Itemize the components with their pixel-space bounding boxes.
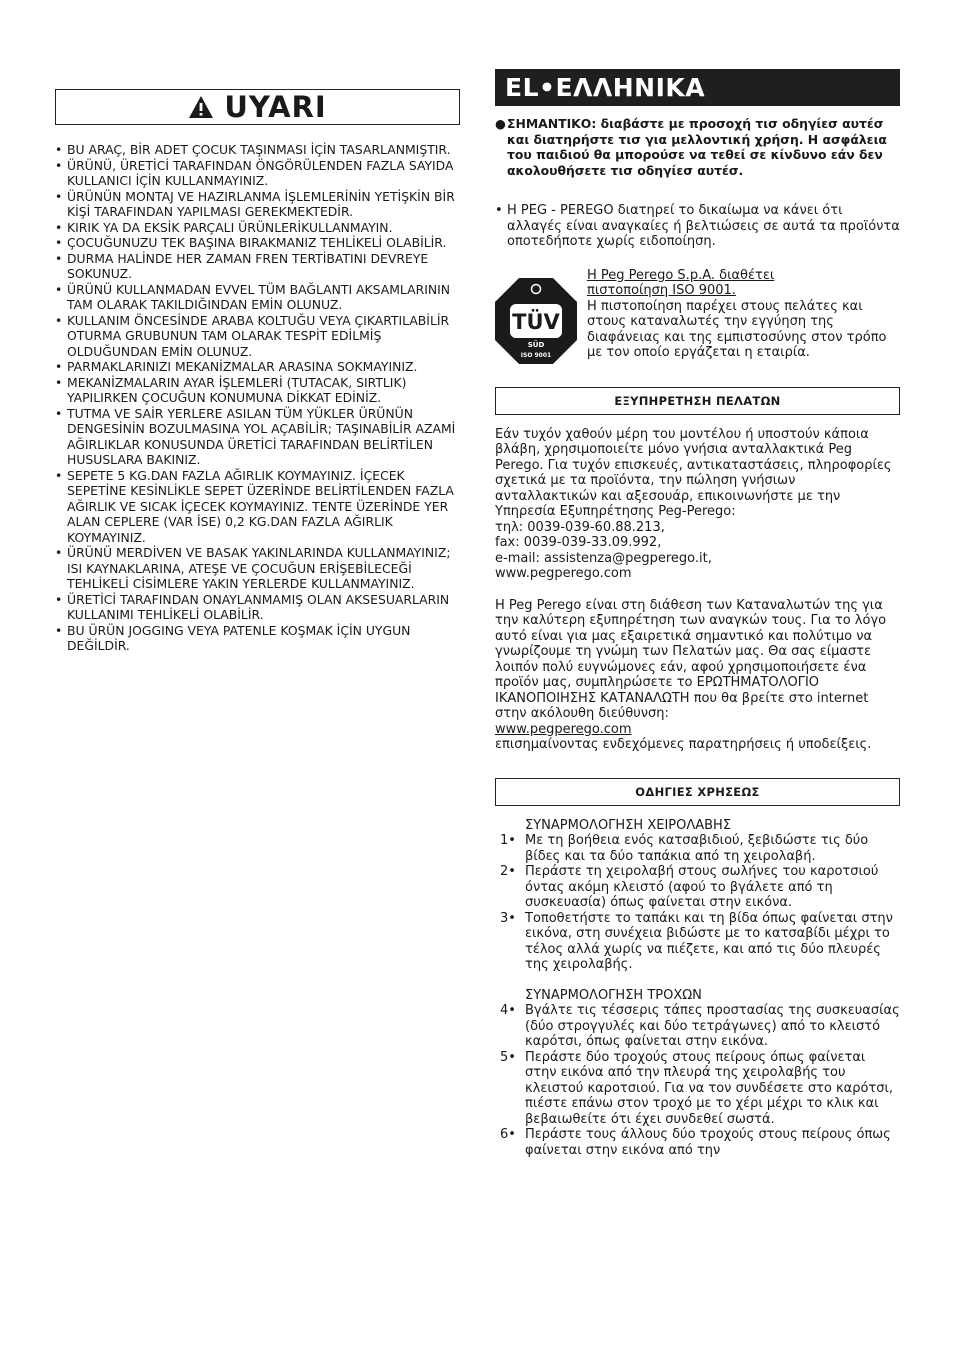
- warning-title: UYARI: [224, 89, 327, 124]
- step-text: Περάστε τους άλλους δύο τροχούς στους πείρους όπως φαίνεται στην εικόνα από την: [525, 1127, 891, 1158]
- warning-item: • ÜRETİCİ TARAFINDAN ONAYLANMAMIŞ OLAN AKSESUARLARIN KULLANIMI TEHLİKELİ OLABİLİR.: [55, 592, 460, 623]
- email-address: e-mail: assistenza@pegperego.it,: [495, 550, 712, 566]
- instruction-step: [495, 1050, 900, 1128]
- bullet: ●: [495, 116, 506, 131]
- warning-item: • MEKANİZMALARIN AYAR İŞLEMLERİ (TUTACAK, SIRTLIK) YAPILIRKEN ÇOCUĞUN KONUMUNA DİKKAT EDİNİZ.: [55, 375, 460, 406]
- cert-body: Η πιστοποίηση παρέχει στους πελάτες και στους καταναλωτές την εγγύηση της διαφάνειας και της εμπιστοσύνης στον τρόπο με τον οποίο εργάζεται η εταιρία.: [587, 298, 887, 360]
- step-text: Περάστε τη χειρολαβή στους σωλήνες του καροτσιού όντας ακόμη κλειστό (αφού το βγάλετε από τη συσκευασία) όπως φαίνεται στην εικόνα.: [525, 864, 879, 910]
- instructions-heading: ΟΔΗΓΙΕΣ ΧΡΗΣΕΩΣ: [495, 778, 900, 806]
- bullet: •: [495, 203, 503, 218]
- step-number: 6•: [500, 1127, 516, 1142]
- step-number: 3•: [500, 910, 516, 926]
- step-text: Περάστε δύο τροχούς στους πείρους όπως φαίνεται στην εικόνα από την πλευρά της χειρολαβής του κλειστού καροτσιού. Για να τον συνδέσετε στο καρότσι, πιέστε επάνω στον τροχό με το χέρι μέχρι το κλικ και βεβαιωθείτε ότι έχει συνδεθεί σωστά.: [525, 1049, 894, 1127]
- customer-service-section: [495, 427, 900, 582]
- step-text: Βγάλτε τις τέσσερις τάπες προστασίας της συσκευασίας (δύο στρογγυλές και δύο τετράγωνες) από το κλειστό καρότσι, όπως φαίνεται στην εικόνα.: [525, 1003, 900, 1049]
- warning-item: • TUTMA VE SAİR YERLERE ASILAN TÜM YÜKLER ÜRÜNÜN DENGESİNİN BOZULMASINA YOL AÇABİLİR; TAŞINABİLİR AZAMİ AĞIRLIKLAR KONUSUNDA ÜRETİCİ TARAFINDAN BELİRTİLEN HUSUSLARA BAKINIZ.: [55, 406, 460, 468]
- warning-triangle-icon: [188, 95, 214, 119]
- survey-link[interactable]: www.pegperego.com: [495, 721, 632, 737]
- tuv-iso-certification-logo-icon: [495, 278, 577, 364]
- warning-item: • SEPETE 5 KG.DAN FAZLA AĞIRLIK KOYMAYINIZ. İÇECEK SEPETİNE KESİNLİKLE SEPET ÜZERİNDE BELİRTİLENDEN FAZLA AĞIRLIK VE SICAK İÇECEK KOYMAYINIZ. TENTE ÜZERİNDE YER ALAN CEPLERE (VAR İSE) 0,2 KG.DAN FAZLA AĞIRLIK KOYMAYINIZ.: [55, 468, 460, 546]
- warning-item: • ÜRÜNÜ KULLANMADAN EVVEL TÜM BAĞLANTI AKSAMLARININ TAM OLARAK TAKILDIĞINDAN EMİN OLUNUZ.: [55, 282, 460, 313]
- instruction-step: [495, 911, 900, 973]
- logo-iso-text: ISO 9001: [520, 351, 552, 359]
- warning-item: • BU ARAÇ, BİR ADET ÇOCUK TAŞINMASI İÇİN TASARLANMIŞTIR.: [55, 142, 460, 158]
- warning-item: • DURMA HALİNDE HER ZAMAN FREN TERTİBATINI DEVREYE SOKUNUZ.: [55, 251, 460, 282]
- warning-item: • ÇOCUĞUNUZU TEK BAŞINA BIRAKMANIZ TEHLİKELİ OLABİLİR.: [55, 235, 460, 251]
- warning-item: • ÜRÜNÜ, ÜRETİCİ TARAFINDAN ÖNGÖRÜLENDEN FAZLA SAYIDA KULLANICI İÇİN KULLANMAYINIZ.: [55, 158, 460, 189]
- warning-item: • ÜRÜNÜ MERDİVEN VE BASAK YAKINLARINDA KULLANMAYINIZ; ISI KAYNAKLARINA, ATEŞE VE ÇOCUĞUN ERİŞEBİLECEĞİ TEHLİKELİ CİSİMLERE YAKIN YERLERDE KULLANMAYINIZ.: [55, 545, 460, 592]
- website: www.pegperego.com: [495, 566, 632, 581]
- service-text: Εάν τυχόν χαθούν μέρη του μοντέλου ή υποστούν κάποια βλάβη, χρησιμοποιείτε μόνο γνήσια ανταλλακτικά Peg Perego. Για τυχόν επισκευές, αντικαταστάσεις, πληροφορίες σχετικά με τα προϊόντα, την πώληση γνήσιων ανταλλακτικών και αξεσουάρ, επικοινωνήστε με την Υπηρεσία Εξυπηρέτησης Peg-Perego:: [495, 426, 892, 519]
- certification-text: [587, 268, 900, 364]
- survey-text: Η Peg Perego είναι στη διάθεση των Καταναλωτών της για την καλύτερη εξυπηρέτηση των αναγκών τους. Για το λόγο αυτό είναι για μας εξαιρετικά σημαντικό και πολύτιμο να γνωρίζουμε τη γνώμη των Πελατών μας. Θα σας είμαστε λοιπόν πολύ ευγνώμονες εάν, αφού χρησιμοποιήσετε ένα προϊόν μας, συμπληρώσετε το ΕΡΩΤΗΜΑΤΟΛΟΓΙΟ ΙΚΑΝΟΠΟΙΗΣΗΣ ΚΑΤΑΝΑΛΩΤΗ που θα βρείτε στο internet στην ακόλουθη διεύθυνση:: [495, 597, 887, 721]
- customer-service-heading: ΕΞΥΠΗΡΕΤΗΣΗ ΠΕΛΑΤΩΝ: [495, 387, 900, 415]
- step-number: 1•: [500, 833, 516, 848]
- important-text: ΣΗΜΑΝΤΙΚΟ: διαβάστε με προσοχή τισ οδηγίεσ αυτέσ και διατηρήστε τισ για μελλοντική χρήση. Η ασφάλεια του παιδιού θα μπορούσε να τεθεί σε κίνδυνο εάν δεν ακολουθήσετε τισ οδηγίεσ αυτέσ.: [507, 116, 887, 178]
- language-header: EL•ΕΛΛΗΝΙΚΑ: [495, 69, 900, 106]
- warning-item: • ÜRÜNÜN MONTAJ VE HAZIRLANMA İŞLEMLERİNİN YETİŞKİN BİR KİŞİ TARAFINDAN YAPILMASI GEREKMEKTEDİR.: [55, 189, 460, 220]
- step-number: 2•: [500, 864, 516, 879]
- fax-number: fax: 0039-039-33.09.992,: [495, 535, 662, 550]
- cert-line-2: πιστοποίηση ISO 9001.: [587, 283, 736, 298]
- rights-notice: [495, 203, 900, 250]
- instruction-step: [495, 864, 900, 911]
- step-number: 4•: [500, 1003, 516, 1018]
- warning-item: • BU ÜRÜN JOGGING VEYA PATENLE KOŞMAK İÇİN UYGUN DEĞİLDİR.: [55, 623, 460, 654]
- survey-section: [495, 598, 900, 753]
- step-number: 5•: [500, 1049, 516, 1065]
- logo-sud-text: SÜD: [527, 340, 545, 349]
- step-text: Με τη βοήθεια ενός κατσαβιδιού, ξεβιδώστε τις δύο βίδες και τα δύο ταπάκια από τη χειρολαβή.: [525, 833, 869, 864]
- wheels-assembly-heading: ΣΥΝΑΡΜΟΛΟΓΗΣΗ ΤΡΟΧΩΝ: [525, 987, 702, 1003]
- warning-column: [55, 89, 460, 654]
- warning-item: • KULLANIM ÖNCESİNDE ARABA KOLTUĞU VEYA ÇIKARTILABİLİR OTURMA GRUBUNUN TAM OLARAK TESPİT EDİLMİŞ OLDUĞUNDAN EMİN OLUNUZ.: [55, 313, 460, 360]
- warning-item: • PARMAKLARINIZI MEKANİZMALAR ARASINA SOKMAYINIZ.: [55, 359, 460, 375]
- instruction-step: [495, 1127, 900, 1158]
- instruction-step: [495, 833, 900, 864]
- certification-block: [495, 268, 900, 364]
- cert-line-1: Η Peg Perego S.p.A. διαθέτει: [587, 267, 775, 283]
- instructions-section: [495, 818, 900, 1159]
- instruction-step: [495, 1003, 900, 1050]
- handle-assembly-heading: ΣΥΝΑΡΜΟΛΟΓΗΣΗ ΧΕΙΡΟΛΑΒΗΣ: [525, 817, 732, 833]
- logo-tuv-text: TÜV: [512, 309, 560, 334]
- greek-column: [495, 69, 900, 1158]
- warning-list: [55, 142, 460, 654]
- step-text: Τοποθετήστε το ταπάκι και τη βίδα όπως φαίνεται στην εικόνα, στη συνέχεια βιδώστε με το κατσαβίδι μέχρι το τέλος αλλά χωρίς να πιέζετε, και από τις δύο πλευρές της χειρολαβής.: [525, 910, 893, 972]
- important-notice: [495, 116, 900, 178]
- warning-item: • KIRIK YA DA EKSİK PARÇALI ÜRÜNLERİKULLANMAYIN.: [55, 220, 460, 236]
- phone-number: τηλ: 0039-039-60.88.213,: [495, 519, 665, 535]
- survey-tail: επισημαίνοντας ενδεχόμενες παρατηρήσεις ή υποδείξεις.: [495, 737, 872, 752]
- warning-title-box: [55, 89, 460, 125]
- rights-text: Η PEG - PEREGO διατηρεί το δικαίωμα να κάνει ότι αλλαγές είναι αναγκαίες ή βελτιώσεις σε αυτά τα προϊόντα οποτεδήποτε χωρίς ειδοποίηση.: [507, 203, 900, 249]
